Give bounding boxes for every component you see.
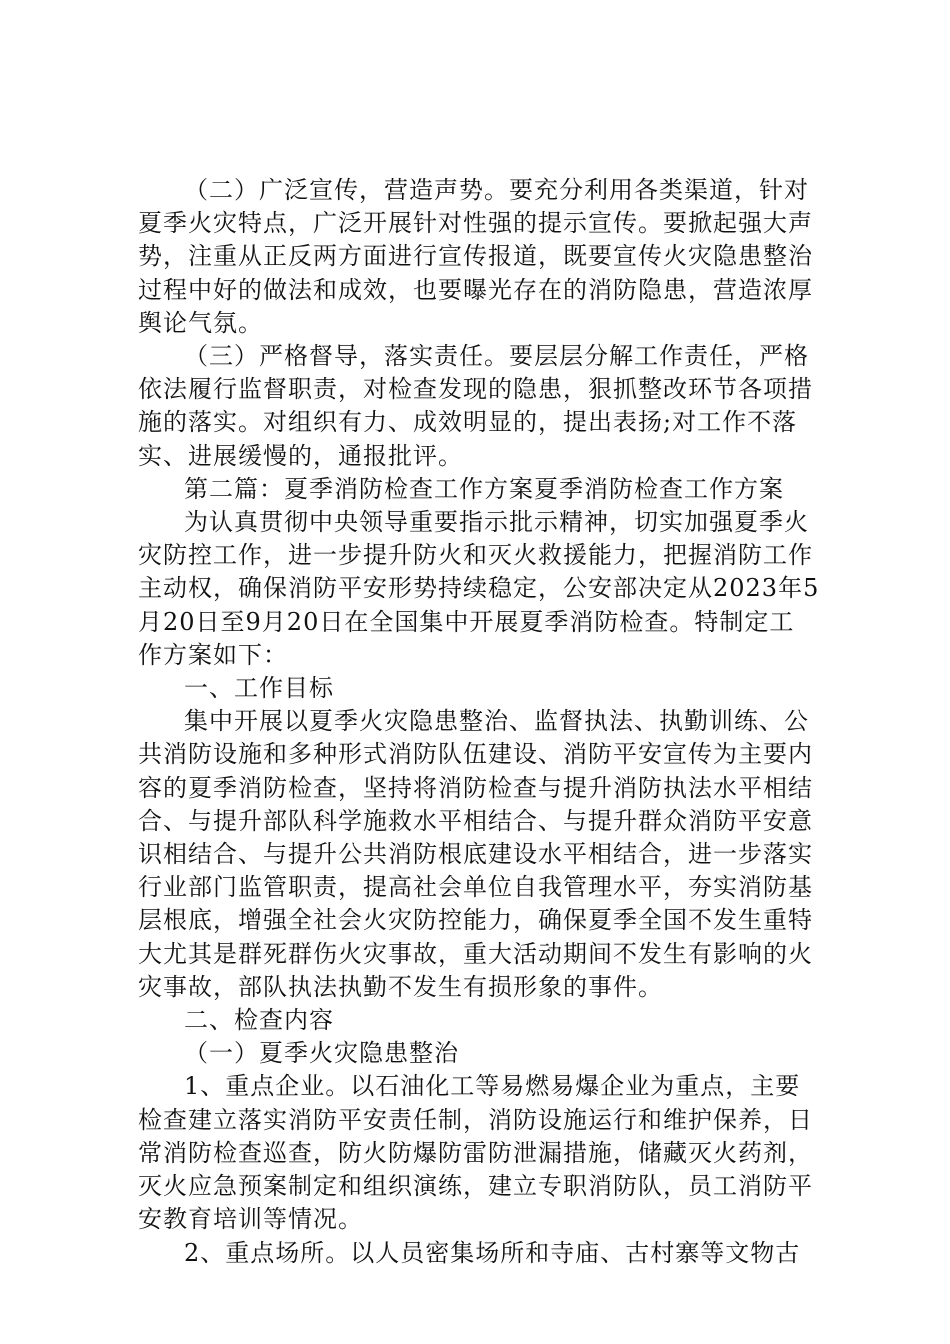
subsection-heading: （一）夏季火灾隐患整治 bbox=[184, 1039, 459, 1068]
text-line: 主动权，确保消防平安形势持续稳定，公安部决定从2023年5 bbox=[138, 574, 820, 603]
section-heading: 第二篇：夏季消防检查工作方案夏季消防检查工作方案 bbox=[184, 474, 784, 503]
text-line: 合、与提升部队科学施救水平相结合、与提升群众消防平安意 bbox=[138, 806, 813, 835]
text-line: 识相结合、与提升公共消防根底建设水平相结合，进一步落实 bbox=[138, 840, 813, 869]
text-line: 行业部门监管职责，提高社会单位自我管理水平，夯实消防基 bbox=[138, 873, 813, 902]
text-line: 检查建立落实消防平安责任制，消防设施运行和维护保养，日 bbox=[138, 1105, 813, 1134]
text-line: 舆论气氛。 bbox=[138, 308, 263, 337]
text-line: 灭火应急预案制定和组织演练，建立专职消防队，员工消防平 bbox=[138, 1172, 813, 1201]
text-line: 安教育培训等情况。 bbox=[138, 1205, 363, 1234]
text-line: 大尤其是群死群伤火灾事故，重大活动期间不发生有影响的火 bbox=[138, 939, 813, 968]
text-line: 集中开展以夏季火灾隐患整治、监督执法、执勤训练、公 bbox=[184, 707, 809, 736]
text-line: 月20日至9月20日在全国集中开展夏季消防检查。特制定工 bbox=[138, 607, 795, 636]
text-line: 共消防设施和多种形式消防队伍建设、消防平安宣传为主要内 bbox=[138, 740, 813, 769]
text-line: 层根底，增强全社会火灾防控能力，确保夏季全国不发生重特 bbox=[138, 906, 813, 935]
text-line: 依法履行监督职责，对检查发现的隐患，狠抓整改环节各项措 bbox=[138, 375, 813, 404]
text-line: 施的落实。对组织有力、成效明显的，提出表扬;对工作不落 bbox=[138, 408, 798, 437]
text-line: 常消防检查巡查，防火防爆防雷防泄漏措施，储藏灭火药剂， bbox=[138, 1138, 813, 1167]
section-heading: 二、检查内容 bbox=[184, 1006, 334, 1035]
text-line: 实、进展缓慢的，通报批评。 bbox=[138, 441, 463, 470]
text-line: 过程中好的做法和成效，也要曝光存在的消防隐患，营造浓厚 bbox=[138, 275, 813, 304]
text-line: 灾防控工作，进一步提升防火和灭火救援能力，把握消防工作 bbox=[138, 541, 813, 570]
text-line: 为认真贯彻中央领导重要指示批示精神，切实加强夏季火 bbox=[184, 508, 809, 537]
text-line: 夏季火灾特点，广泛开展针对性强的提示宣传。要掀起强大声 bbox=[138, 209, 813, 238]
text-line: 2、重点场所。以人员密集场所和寺庙、古村寨等文物古 bbox=[184, 1238, 801, 1267]
text-line: （二）广泛宣传，营造声势。要充分利用各类渠道，针对 bbox=[184, 176, 809, 204]
section-heading: 一、工作目标 bbox=[184, 674, 334, 703]
text-line: （三）严格督导，落实责任。要层层分解工作责任，严格 bbox=[184, 342, 809, 371]
text-line: 作方案如下： bbox=[138, 640, 288, 669]
document-body bbox=[138, 174, 828, 1270]
text-line: 灾事故，部队执法执勤不发生有损形象的事件。 bbox=[138, 972, 663, 1001]
text-line: 势，注重从正反两方面进行宣传报道，既要宣传火灾隐患整治 bbox=[138, 242, 813, 271]
text-line: 容的夏季消防检查，坚持将消防检查与提升消防执法水平相结 bbox=[138, 773, 813, 802]
text-line: 1、重点企业。以石油化工等易燃易爆企业为重点，主要 bbox=[184, 1072, 801, 1101]
